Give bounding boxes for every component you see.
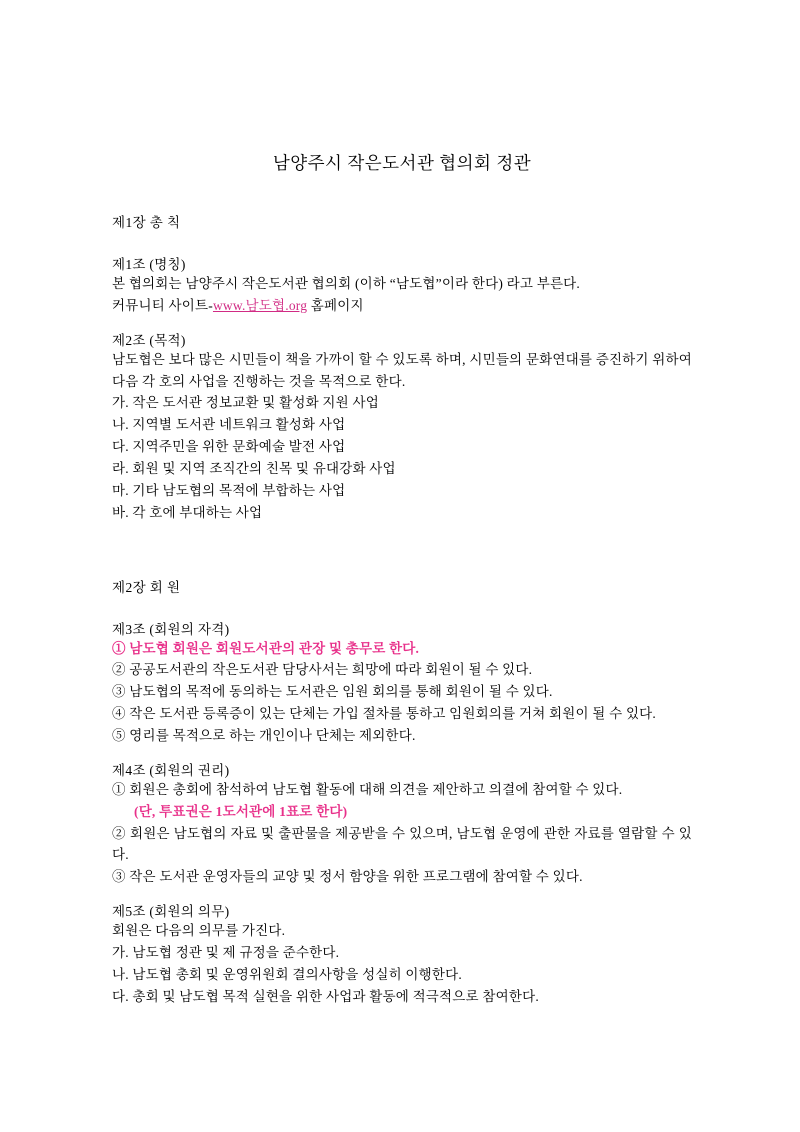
article-heading: 제2조 (목적) bbox=[112, 332, 186, 348]
article-block-3 bbox=[112, 618, 692, 747]
link-prefix: 커뮤니티 사이트- bbox=[112, 297, 213, 313]
article-line: 바. 각 호에 부대하는 사업 bbox=[112, 504, 263, 520]
article-block-5 bbox=[112, 900, 692, 1007]
article-line: 라. 회원 및 지역 조직간의 친목 및 유대강화 사업 bbox=[112, 461, 396, 477]
article-line: 나. 남도협 총회 및 운영위원회 결의사항을 성실히 이행한다. bbox=[112, 966, 462, 982]
article-line-highlight: ① 남도협 회원은 회원도서관의 관장 및 총무로 한다. bbox=[112, 640, 420, 656]
article-line: ⑤ 영리를 목적으로 하는 개인이나 단체는 제외한다. bbox=[112, 728, 416, 744]
article-line: 남도협은 보다 많은 시민들이 책을 가까이 할 수 있도록 하며, 시민들의 문화연대를 증진하기 위하여 다음 각 호의 사업을 진행하는 것을 목적으로 한다. bbox=[112, 351, 692, 389]
article-heading: 제1조 (명칭) bbox=[112, 257, 186, 272]
chapter-heading-1: 제1장 총 칙 bbox=[112, 215, 181, 230]
article-line: ④ 작은 도서관 등록증이 있는 단체는 가입 절차를 통하고 임원회의를 거쳐 회원이 될 수 있다. bbox=[112, 706, 656, 722]
article-heading: 제5조 (회원의 의무) bbox=[112, 904, 230, 920]
link-suffix: 홈페이지 bbox=[307, 297, 364, 313]
chapter-heading-2: 제2장 회 원 bbox=[112, 579, 181, 595]
article-line: ② 공공도서관의 작은도서관 담당사서는 희망에 따라 회원이 될 수 있다. bbox=[112, 662, 533, 678]
article-line: 다. 총회 및 남도협 목적 실현을 위한 사업과 활동에 적극적으로 참여한다. bbox=[112, 988, 539, 1004]
article-line: ② 회원은 남도협의 자료 및 출판물을 제공받을 수 있으며, 남도협 운영에 관한 자료를 열람할 수 있다. bbox=[112, 825, 692, 863]
article-line: 본 협의회는 남양주시 작은도서관 협의회 (이하 “남도협”이라 한다) 라고 부른다. bbox=[112, 276, 580, 291]
article-heading: 제4조 (회원의 권리) bbox=[112, 762, 230, 778]
page-title: 남양주시 작은도서관 협의회 정관 bbox=[272, 153, 532, 173]
article-line: 다. 지역주민을 위한 문화예술 발전 사업 bbox=[112, 439, 346, 455]
article-line: ① 회원은 총회에 참석하여 남도협 활동에 대해 의견을 제안하고 의결에 참여할 수 있다. bbox=[112, 781, 623, 797]
article-line: 나. 지역별 도서관 네트워크 활성화 사업 bbox=[112, 417, 346, 433]
article-line-note: (단, 투표권은 1도서관에 1표로 한다) bbox=[134, 803, 348, 819]
article-line-link bbox=[112, 295, 692, 317]
article-line: ③ 남도협의 목적에 동의하는 도서관은 임원 회의를 통해 회원이 될 수 있다. bbox=[112, 684, 553, 700]
article-heading: 제3조 (회원의 자격) bbox=[112, 621, 230, 637]
article-line: 가. 남도협 정관 및 제 규정을 준수한다. bbox=[112, 945, 340, 961]
article-line: 마. 기타 남도협의 목적에 부합하는 사업 bbox=[112, 482, 346, 498]
community-site-link[interactable]: www.남도협.org bbox=[212, 297, 308, 313]
article-line: ③ 작은 도서관 운영자들의 교양 및 정서 함양을 위한 프로그램에 참여할 수 있다. bbox=[112, 869, 583, 885]
article-block-2 bbox=[112, 329, 692, 524]
article-block-4 bbox=[112, 759, 692, 888]
article-line: 가. 작은 도서관 정보교환 및 활성화 지원 사업 bbox=[112, 395, 379, 411]
article-line: 회원은 다음의 의무를 가진다. bbox=[112, 923, 286, 939]
article-block-1 bbox=[112, 253, 692, 317]
